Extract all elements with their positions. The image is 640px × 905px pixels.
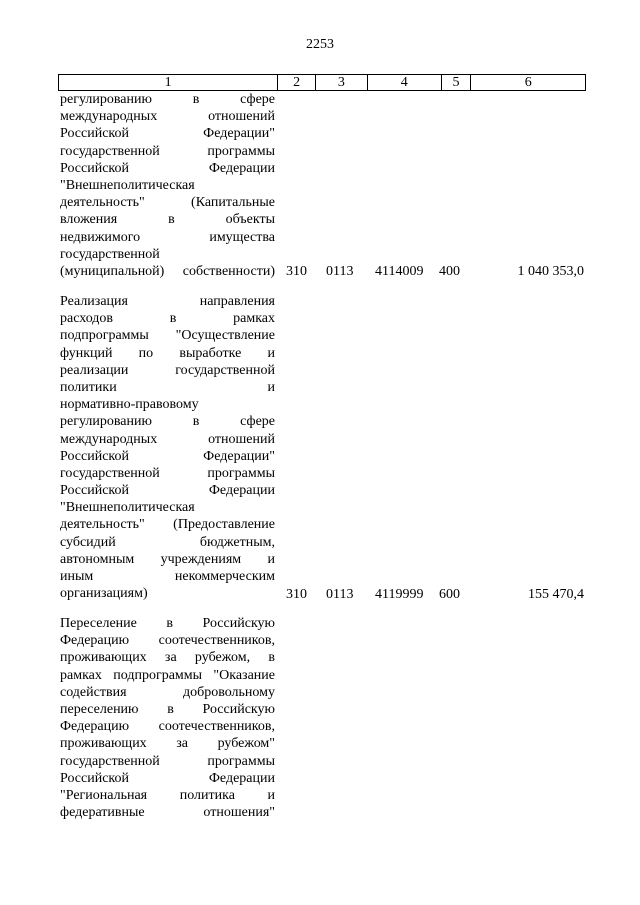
header-col-4: 4 bbox=[367, 75, 441, 90]
description-line: регулированию в сфере bbox=[60, 414, 275, 430]
row-col-2: 310 bbox=[286, 587, 307, 602]
description-line: (муниципальной) собственности) bbox=[60, 263, 275, 279]
row-col-5: 400 bbox=[439, 264, 460, 279]
description-line: международных отношений bbox=[60, 431, 275, 447]
row-col-3: 0113 bbox=[326, 264, 354, 279]
description-line: иным некоммерческим bbox=[60, 569, 275, 584]
description-line: регулированию в сфере bbox=[60, 92, 275, 107]
row-col-3: 0113 bbox=[326, 587, 354, 602]
description-line: "Внешнеполитическая bbox=[60, 177, 195, 193]
description-line: государственной программы bbox=[60, 753, 275, 769]
description-line: государственной bbox=[60, 246, 160, 262]
description-line: международных отношений bbox=[60, 109, 275, 125]
description-line: Федерацию соотечественников, bbox=[60, 633, 275, 649]
table-header-row bbox=[58, 74, 586, 91]
description-line: расходов в рамках bbox=[60, 311, 275, 327]
header-col-2: 2 bbox=[277, 75, 315, 90]
row-description bbox=[60, 293, 275, 602]
description-line: содействия добровольному bbox=[60, 684, 275, 700]
row-description bbox=[60, 91, 275, 280]
description-line: Российской Федерации bbox=[60, 160, 275, 176]
description-line: политики и bbox=[60, 379, 275, 395]
page-number: 2253 bbox=[306, 37, 334, 52]
description-line: Российской Федерации bbox=[60, 770, 275, 786]
row-col-2: 310 bbox=[286, 264, 307, 279]
description-line: "Внешнеполитическая bbox=[60, 500, 195, 516]
description-line: Реализация направления bbox=[60, 294, 275, 309]
header-col-1: 1 bbox=[164, 75, 172, 90]
description-line: Федерацию соотечественников, bbox=[60, 719, 275, 735]
description-line: субсидий бюджетным, bbox=[60, 534, 275, 550]
description-line: вложения в объекты bbox=[60, 212, 275, 228]
description-line: проживающих за рубежом, в bbox=[60, 650, 275, 666]
description-line: Российской Федерации bbox=[60, 483, 275, 499]
description-line: Переселение в Российскую bbox=[60, 616, 275, 631]
description-line: рамках подпрограммы "Оказание bbox=[60, 667, 275, 683]
description-line: нормативно-правовому bbox=[60, 397, 199, 413]
description-line: переселению в Российскую bbox=[60, 701, 275, 717]
description-line: "Региональная политика и bbox=[60, 787, 275, 803]
description-line: реализации государственной bbox=[60, 362, 275, 378]
row-description bbox=[60, 615, 275, 821]
description-line: государственной программы bbox=[60, 465, 275, 481]
description-line: государственной программы bbox=[60, 143, 275, 159]
description-line: функций по выработке и bbox=[60, 345, 275, 361]
description-line: Российской Федерации" bbox=[60, 126, 275, 142]
description-line: недвижимого имущества bbox=[60, 229, 275, 245]
row-col-6: 155 470,4 bbox=[528, 587, 584, 602]
header-col-5: 5 bbox=[441, 75, 471, 90]
row-col-4: 4119999 bbox=[375, 587, 424, 602]
description-line: подпрограммы "Осуществление bbox=[60, 328, 275, 344]
row-col-6: 1 040 353,0 bbox=[517, 264, 584, 279]
header-col-3: 3 bbox=[315, 75, 367, 90]
row-col-4: 4114009 bbox=[375, 264, 424, 279]
description-line: деятельность" (Капитальные bbox=[60, 195, 275, 211]
description-line: проживающих за рубежом" bbox=[60, 736, 275, 752]
description-line: организациям) bbox=[60, 586, 148, 602]
description-line: деятельность" (Предоставление bbox=[60, 517, 275, 533]
row-col-5: 600 bbox=[439, 587, 460, 602]
description-line: федеративные отношения" bbox=[60, 805, 275, 821]
description-line: автономным учреждениям и bbox=[60, 551, 275, 567]
header-col-6: 6 bbox=[470, 75, 585, 90]
description-line: Российской Федерации" bbox=[60, 448, 275, 464]
